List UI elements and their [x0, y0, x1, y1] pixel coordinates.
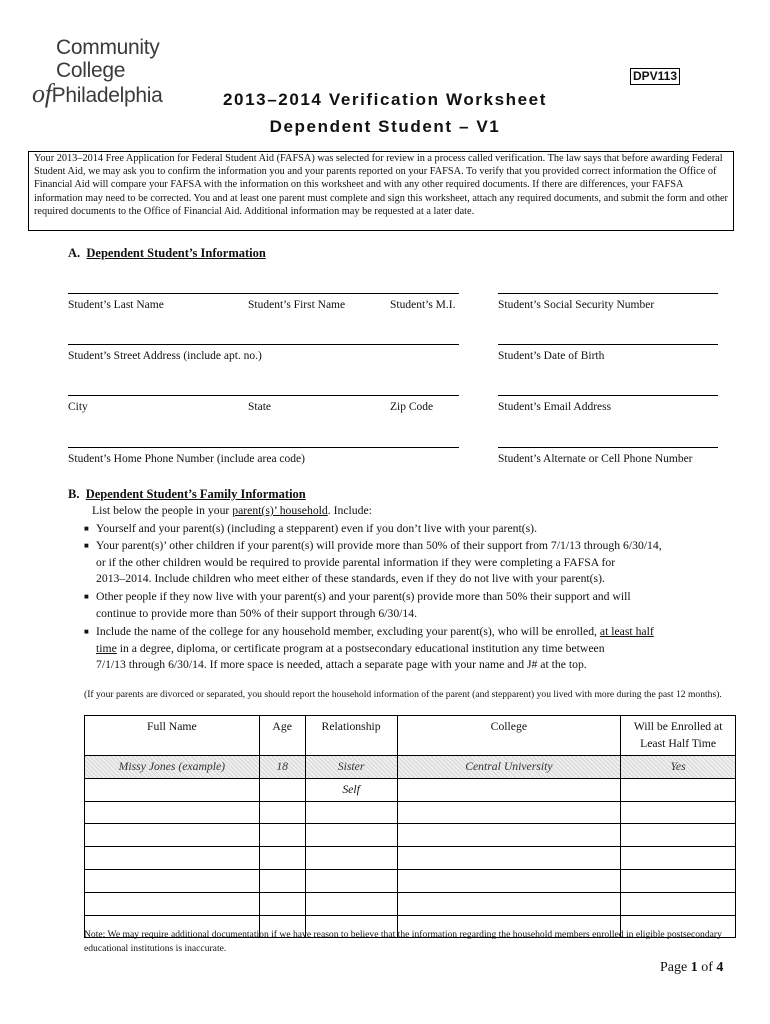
bullet-4-underline-1: at least half	[599, 625, 654, 638]
last-name-label: Student’s Last Name	[68, 299, 164, 311]
lead-pre: List below the people in your	[92, 504, 233, 517]
table-header-row	[85, 716, 736, 756]
self-age-cell[interactable]	[259, 778, 305, 801]
city-input-line[interactable]	[68, 395, 459, 396]
header-college: College	[397, 716, 621, 756]
header-enrolled-line-1: Will be Enrolled at	[633, 720, 723, 733]
ssn-label: Student’s Social Security Number	[498, 299, 655, 311]
table-cell[interactable]	[85, 847, 260, 870]
bullet-1-text: Yourself and your parent(s) (including a stepparent) even if you don’t live with your parent(s).	[96, 522, 537, 535]
table-cell[interactable]	[621, 892, 736, 915]
page-of: of	[701, 960, 713, 975]
table-cell[interactable]	[259, 869, 305, 892]
table-cell[interactable]	[85, 801, 260, 824]
self-enrolled-cell[interactable]	[621, 778, 736, 801]
table-cell[interactable]	[85, 869, 260, 892]
ssn-input-line[interactable]	[498, 293, 718, 294]
table-cell[interactable]	[259, 847, 305, 870]
table-cell[interactable]	[305, 869, 397, 892]
cell-phone-label: Student’s Alternate or Cell Phone Number	[498, 453, 693, 465]
logo-line-2: College	[56, 59, 126, 82]
section-a-heading	[68, 246, 266, 261]
bullet-4: ■ Include the name of the college for any household member, excluding your parent(s), who will be enrolled, at least half time in a degree, diploma, or certificate program at a postsecondary educational institution any time between 7/1/13 through 6/30/14. If more space is needed, attach a separate page with your name and J# at the top.	[96, 624, 736, 674]
self-row	[85, 778, 736, 801]
table-cell[interactable]	[85, 824, 260, 847]
example-row	[85, 756, 736, 779]
table-cell[interactable]	[621, 847, 736, 870]
bullet-3-line-2: continue to provide more than 50% of their support through 6/30/14.	[96, 606, 418, 620]
table-cell[interactable]	[305, 824, 397, 847]
header-enrolled	[621, 716, 736, 756]
header-relationship: Relationship	[305, 716, 397, 756]
page-word: Page	[660, 960, 688, 975]
logo-line-3: Philadelphia	[51, 84, 163, 107]
bullet-4-line-2: in a degree, diploma, or certificate program at a postsecondary educational institution any time between	[116, 641, 605, 655]
example-college: Central University	[397, 756, 621, 779]
page-subtitle: Dependent Student – V1	[269, 117, 501, 136]
bullet-4-line-3: 7/1/13 through 6/30/14. If more space is needed, attach a separate page with your name and J# at the top.	[96, 658, 587, 672]
bullet-2-line-1: Your parent(s)’ other children if your parent(s) will provide more than 50% of their support from 7/1/13 through 6/30/14,	[96, 539, 662, 552]
header-full-name: Full Name	[85, 716, 260, 756]
table-cell[interactable]	[621, 801, 736, 824]
email-label: Student’s Email Address	[498, 401, 612, 413]
divorce-note: (If your parents are divorced or separated, you should report the household information of the parent (and stepparent) you lived with more during the past 12 months).	[84, 689, 722, 700]
intro-box: Your 2013–2014 Free Application for Federal Student Aid (FAFSA) was selected for review in a process called verification. The law says that before awarding Federal Student Aid, we may ask you to confirm the information you and your parents reported on your FAFSA. To verify that you provided correct information the Office of Financial Aid will compare your FAFSA with the information on this worksheet and with any other required documents. If there are differences, your FAFSA information may need to be corrected. You and at least one parent must complete and sign this worksheet, attach any required documents, and submit the form and other required documents to the Office of Financial Aid. Additional information may be requested at a later date.	[28, 151, 734, 231]
header-enrolled-line-2: Least Half Time	[640, 737, 717, 750]
bullet-1: ■ Yourself and your parent(s) (including a stepparent) even if you don’t live with your parent(s).	[84, 522, 537, 535]
section-b-heading	[68, 487, 306, 502]
street-label: Student’s Street Address (include apt. no.)	[68, 350, 262, 362]
bullet-2-line-2: or if the other children would be required to provide parental information if they were completing a FAFSA for	[96, 555, 616, 569]
table-row	[85, 869, 736, 892]
page-total: 4	[716, 960, 724, 975]
bottom-note: Note: We may require additional documentation if we have reason to believe that the information regarding the household members enrolled in eligible postsecondary educational institutions is inaccurate.	[84, 929, 722, 954]
table-cell[interactable]	[85, 892, 260, 915]
section-b-title: Dependent Student’s Family Information	[85, 487, 306, 501]
table-cell[interactable]	[397, 869, 621, 892]
email-input-line[interactable]	[498, 395, 718, 396]
zip-label: Zip Code	[390, 401, 434, 413]
table-cell[interactable]	[259, 801, 305, 824]
logo-line-1: Community	[56, 36, 160, 59]
table-cell[interactable]	[305, 892, 397, 915]
home-phone-input-line[interactable]	[68, 447, 459, 448]
table-row	[85, 847, 736, 870]
home-phone-label: Student’s Home Phone Number (include area code)	[68, 453, 305, 465]
cell-phone-input-line[interactable]	[498, 447, 718, 448]
table-cell[interactable]	[621, 824, 736, 847]
logo-of: of	[32, 79, 52, 108]
example-name: Missy Jones (example)	[85, 756, 260, 779]
bullet-2-line-3: 2013–2014. Include children who meet either of these standards, even if they do not live with your parent(s).	[96, 572, 605, 586]
self-relationship: Self	[305, 778, 397, 801]
table-row	[85, 824, 736, 847]
name-input-line[interactable]	[68, 293, 459, 294]
self-college-cell[interactable]	[397, 778, 621, 801]
section-a-title: Dependent Student’s Information	[86, 246, 266, 260]
lead-household: parent(s)’ household	[232, 504, 328, 517]
page-title: 2013–2014 Verification Worksheet	[223, 90, 547, 109]
page-current: 1	[690, 960, 698, 975]
table-row	[85, 892, 736, 915]
bullet-2: ■ Your parent(s)’ other children if your parent(s) will provide more than 50% of their support from 7/1/13 through 6/30/14, or if the other children would be required to provide parental information if they were completing a FAFSA for 2013–2014. Include children who meet either of these standards, even if they do not live with your parent(s).	[96, 538, 736, 588]
dob-input-line[interactable]	[498, 344, 718, 345]
self-name-cell[interactable]	[85, 778, 260, 801]
mi-label: Student’s M.I.	[390, 299, 456, 311]
example-age: 18	[259, 756, 305, 779]
form-code: DPV113	[630, 68, 680, 85]
section-b-lead	[92, 504, 372, 517]
bullet-4-underline-2: time	[96, 641, 117, 655]
bullet-3: ■ Other people if they now live with your parent(s) and your parent(s) provide more than 50% their support and will continue to provide more than 50% of their support through 6/30/14.	[96, 589, 736, 622]
table-row	[85, 801, 736, 824]
dob-label: Student’s Date of Birth	[498, 350, 605, 362]
table-cell[interactable]	[305, 847, 397, 870]
section-a-letter: A.	[68, 246, 81, 260]
page-number	[660, 960, 723, 976]
table-cell[interactable]	[397, 892, 621, 915]
bullet-3-line-1: Other people if they now live with your parent(s) and your parent(s) provide more than 50% their support and will	[96, 590, 631, 603]
city-label: City	[68, 401, 88, 413]
bullet-4-line-1: Include the name of the college for any household member, excluding your parent(s), who will be enrolled,	[96, 625, 600, 638]
lead-post: . Include:	[327, 504, 372, 517]
table-cell[interactable]	[397, 801, 621, 824]
section-b-letter: B.	[68, 487, 80, 501]
table-cell[interactable]	[259, 824, 305, 847]
street-input-line[interactable]	[68, 344, 459, 345]
table-cell[interactable]	[397, 847, 621, 870]
household-table	[84, 715, 736, 938]
header-age: Age	[259, 716, 305, 756]
table-cell[interactable]	[397, 824, 621, 847]
table-cell[interactable]	[259, 892, 305, 915]
table-cell[interactable]	[305, 801, 397, 824]
first-name-label: Student’s First Name	[248, 299, 346, 311]
example-relationship: Sister	[305, 756, 397, 779]
state-label: State	[248, 401, 271, 413]
example-enrolled: Yes	[621, 756, 736, 779]
table-cell[interactable]	[621, 869, 736, 892]
